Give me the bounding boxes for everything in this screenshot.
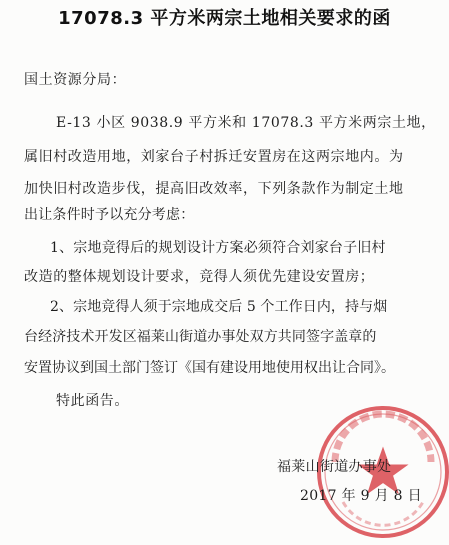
closing-text: 特此函告。 (56, 393, 129, 409)
body-line: 属旧村改造用地，刘家台子村拆迁安置房在这两宗地内。为 (24, 149, 404, 165)
item-1-line: 改造的整体规划设计要求，竞得人须优先建设安置房； (24, 269, 375, 285)
document-date: 2017 年 9 月 8 日 (300, 488, 422, 504)
item-2-line: 安置协议到国土部门签订《国有建设用地使用权出让合同》。 (24, 360, 395, 376)
body-line: 加快旧村改造步伐，提高旧改效率，下列条款作为制定土地 (24, 181, 404, 197)
document-title: 17078.3 平方米两宗土地相关要求的函 (58, 8, 391, 29)
item-2-line: 台经济技术开发区福莱山街道办事处双方共同签字盖章的 (24, 329, 377, 345)
signature: 福莱山街道办事处 (277, 459, 392, 475)
body-line: E-13 小区 9038.9 平方米和 17078.3 平方米两宗土地， (56, 115, 436, 131)
body-line: 出让条件时予以充分考虑： (24, 207, 195, 223)
salutation: 国土资源分局： (24, 72, 127, 88)
item-1-line: 1、宗地竞得后的规划设计方案必须符合刘家台子旧村 (50, 240, 386, 256)
item-2-line: 2、宗地竞得人须于宗地成交后 5 个工作日内，持与烟 (50, 299, 388, 315)
